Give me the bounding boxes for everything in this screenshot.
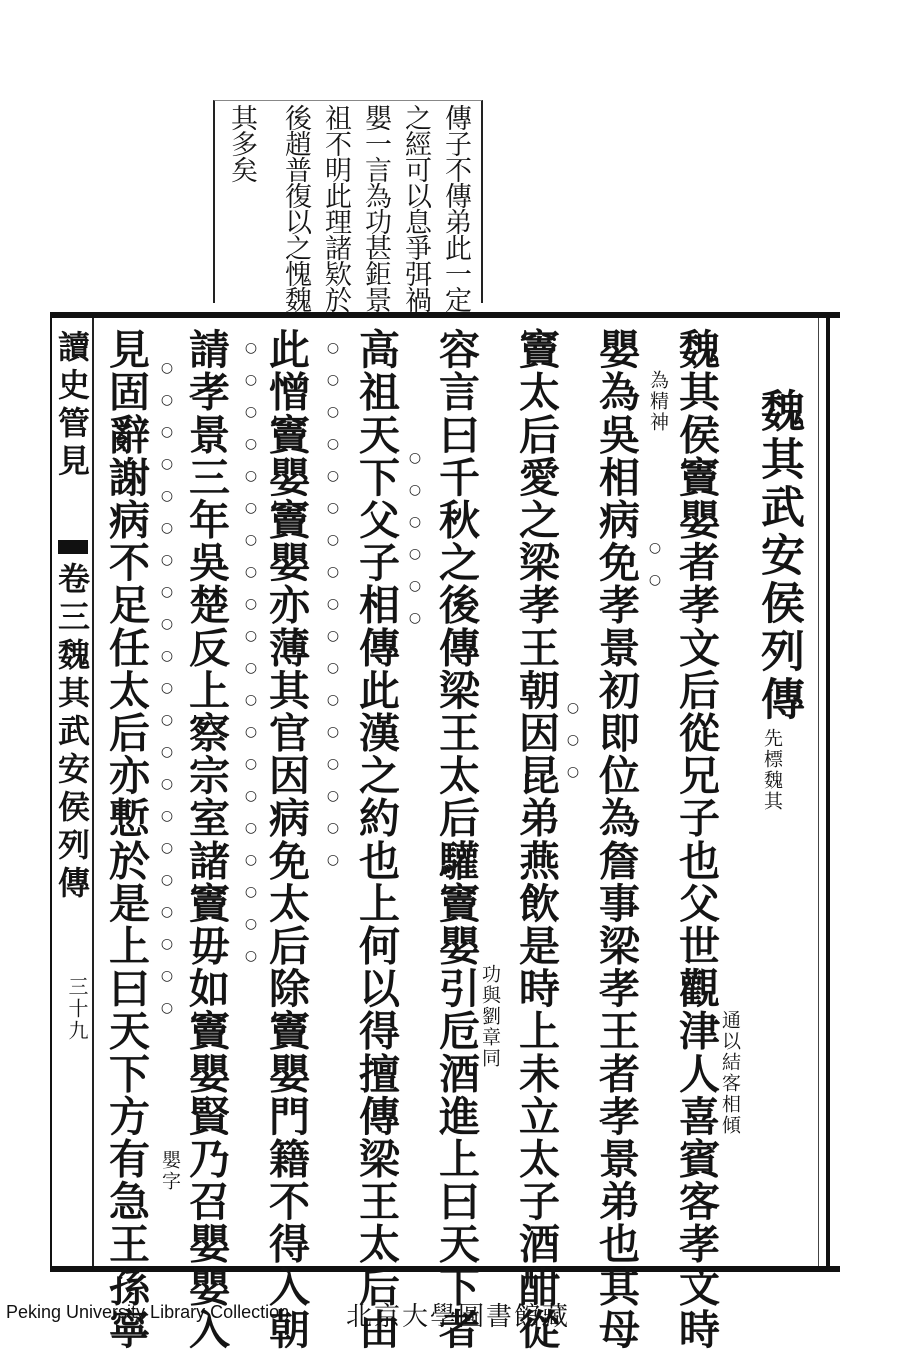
page-frame-left xyxy=(50,312,52,1272)
main-column-2: 嬰為吳相病免孝景初即位為詹事梁孝王者孝景弟也其母 xyxy=(592,328,640,1350)
chapter-title-note: 先標魏其 xyxy=(761,728,783,812)
commentary-column-3: 嬰一言為功甚鉅景 xyxy=(360,104,391,312)
main-column-7: 請孝景三年吳楚反上察宗室諸竇毋如竇嬰賢乃召嬰嬰入 xyxy=(182,328,230,1350)
commentary-column-2: 之經可以息爭弭禍 xyxy=(400,104,431,312)
main-column-8: 見固辭謝病不足任太后亦慙於是上曰天下方有急王孫寧 xyxy=(102,328,150,1350)
main-column-4: 容言曰千秋之後傳梁王太后驩竇嬰引卮酒進上曰天下者 xyxy=(432,328,480,1350)
interlinear-note-1: 通以結客相傾 xyxy=(719,1010,741,1136)
book-strip-divider xyxy=(92,318,94,1266)
page-number: 三十九 xyxy=(65,976,89,1042)
interlinear-note-2: 為精神 xyxy=(647,370,669,433)
circle-marks-1: ○○ xyxy=(647,540,663,604)
commentary-column-1: 傳子不傳弟此一定 xyxy=(440,104,471,312)
page-frame-right xyxy=(826,312,830,1272)
fishtail-mark xyxy=(58,540,88,554)
page-frame-top xyxy=(50,312,840,318)
circle-marks-4: ○○○○○○○○○○○○○○○○○ xyxy=(325,340,341,884)
circle-marks-5: ○○○○○○○○○○○○○○○○○○○○ xyxy=(243,340,259,980)
circle-marks-6: ○○○○○○○○○○○○○○○○○○○○○ xyxy=(159,360,175,1032)
commentary-column-5: 後趙普復以之愧魏 xyxy=(280,104,311,312)
circle-marks-3: ○○○○○○ xyxy=(407,450,423,642)
main-column-5: 高祖天下父子相傳此漢之約也上何以得擅傳梁王太后由 xyxy=(352,328,400,1350)
main-column-1: 魏其侯竇嬰者孝文后從兄子也父世觀津人喜賓客孝文時 xyxy=(672,328,720,1350)
main-column-3: 竇太后愛之梁孝王朝因昆弟燕飲是時上未立太子酒酣從 xyxy=(512,328,560,1350)
interlinear-note-7: 嬰字 xyxy=(159,1150,181,1192)
collection-credit-en: Peking University Library Collection xyxy=(6,1302,290,1322)
commentary-column-6: 其多矣 xyxy=(226,104,257,182)
book-title: 讀史管見 xyxy=(53,330,91,482)
chapter-title: 魏其武安侯列傳 xyxy=(753,388,804,724)
main-column-6: 此憎竇嬰竇嬰亦薄其官因病免太后除竇嬰門籍不得入朝 xyxy=(262,328,310,1350)
section-title: 卷三魏其武安侯列傳 xyxy=(53,562,91,904)
page-frame-inner-right xyxy=(818,318,819,1266)
interlinear-note-4: 功與劉章同 xyxy=(479,964,501,1069)
commentary-column-4: 祖不明此理諸欵於 xyxy=(320,104,351,312)
circle-marks-2: ○○○ xyxy=(565,700,581,796)
collection-credit-zh: 北京大學圖書館藏 xyxy=(346,1302,571,1332)
